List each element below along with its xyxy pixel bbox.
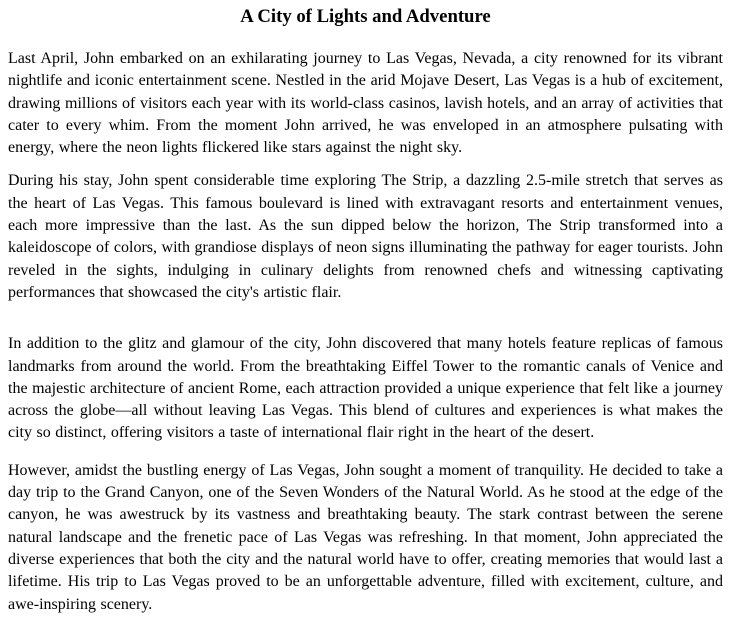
paragraph-1: Last April, John embarked on an exhilarating journey to Las Vegas, Nevada, a city renowned for its vibrant nightlife and iconic entertainment scene. Nestled in the arid Mojave Desert, Las Vegas is a hub of excitement, drawing millions of visitors each year with its world-class casinos, lavish hotels, and an array of activities that cater to every whim. From the moment John arrived, he was enveloped in an atmosphere pulsating with energy, where the neon lights flickered like stars against the night sky.: [8, 50, 723, 157]
paragraph-2: During his stay, John spent considerable time exploring The Strip, a dazzling 2.5-mile stretch that serves as the heart of Las Vegas. This famous boulevard is lined with extravagant resorts and entertainment venues, each more impressive than the last. As the sun dipped below the horizon, The Strip transformed into a kaleidoscope of colors, with grandiose displays of neon signs illuminating the pathway for eager tourists. John reveled in the sights, indulging in culinary delights from renowned chefs and witnessing captivating performances that showcased the city's artistic flair.: [8, 172, 723, 301]
document-body: [8, 48, 723, 616]
document-title: A City of Lights and Adventure: [240, 6, 491, 27]
paragraph-3: In addition to the glitz and glamour of the city, John discovered that many hotels feature replicas of famous landmarks from around the world. From the breathtaking Eiffel Tower to the romantic canals of Venice and the majestic architecture of ancient Rome, each attraction provided a unique experience that felt like a journey across the globe—all without leaving Las Vegas. This blend of cultures and experiences is what makes the city so distinct, offering visitors a taste of international flair right in the heart of the desert.: [8, 335, 723, 442]
paragraph-4: However, amidst the bustling energy of Las Vegas, John sought a moment of tranquility. He decided to take a day trip to the Grand Canyon, one of the Seven Wonders of the Natural World. As he stood at the edge of the canyon, he was awestruck by its vastness and breathtaking beauty. The stark contrast between the serene natural landscape and the frenetic pace of Las Vegas was refreshing. In that moment, John appreciated the diverse experiences that both the city and the natural world have to offer, creating memories that would last a lifetime. His trip to Las Vegas proved to be an unforgettable adventure, filled with excitement, culture, and awe-inspiring scenery.: [8, 461, 723, 613]
